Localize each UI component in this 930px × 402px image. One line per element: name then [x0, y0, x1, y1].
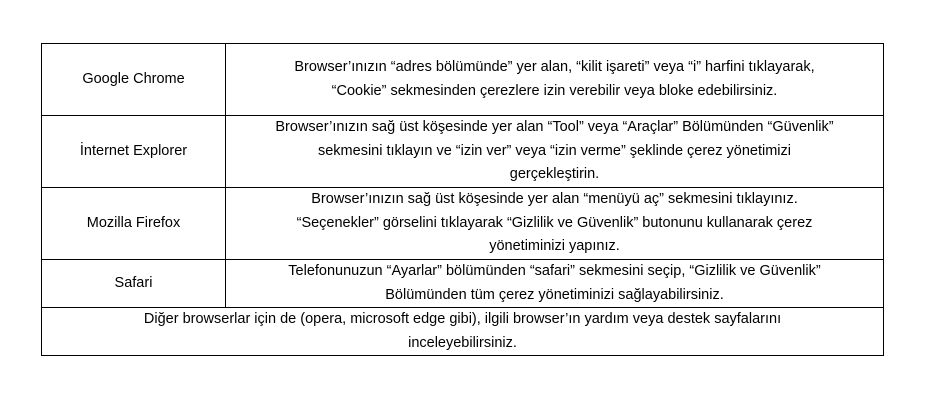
table-row-footer-note	[42, 308, 884, 356]
browser-name-cell	[42, 44, 226, 116]
browser-instructions: Browser’ınızın “adres bölümünde” yer alan, “kilit işareti” veya “i” harfini tıklayarak, “Cookie” sekmesinden çerezlere izin verebilir veya bloke edebilirsiniz.	[294, 59, 815, 99]
browser-instructions: Browser’ınızın sağ üst köşesinde yer alan “menüyü aç” sekmesini tıklayınız. “Seçenekler” görselini tıklayarak “Gizlilik ve Güvenlik” butonunu kullanarak çerez yönetiminizi yapınız.	[296, 191, 813, 255]
cookie-settings-table	[41, 43, 884, 356]
browser-name-cell	[42, 260, 226, 308]
browser-name: Google Chrome	[82, 70, 185, 87]
browser-name: Safari	[114, 274, 153, 291]
table-row-safari	[42, 260, 884, 308]
table-row-mozilla-firefox	[42, 188, 884, 260]
browser-instructions-cell	[226, 188, 884, 260]
table-row-google-chrome	[42, 44, 884, 116]
browser-name: Mozilla Firefox	[86, 214, 181, 231]
browser-instructions-cell	[226, 260, 884, 308]
browser-instructions-cell	[226, 44, 884, 116]
browser-instructions: Telefonunuzun “Ayarlar” bölümünden “safari” sekmesini seçip, “Gizlilik ve Güvenlik” Bölümünden tüm çerez yönetiminizi sağlayabilirsiniz.	[288, 263, 821, 303]
footer-note: Diğer browserlar için de (opera, microsoft edge gibi), ilgili browser’ın yardım veya destek sayfalarını inceleyebilirsiniz.	[143, 311, 782, 351]
browser-name: İnternet Explorer	[79, 142, 188, 159]
browser-instructions-cell	[226, 116, 884, 188]
footer-note-cell	[42, 308, 884, 356]
browser-name-cell	[42, 116, 226, 188]
browser-name-cell	[42, 188, 226, 260]
browser-instructions: Browser’ınızın sağ üst köşesinde yer alan “Tool” veya “Araçlar” Bölümünden “Güvenlik” sekmesini tıklayın ve “izin ver” veya “izin verme” şeklinde çerez yönetimizi gerçekleştirin.	[275, 119, 834, 183]
table-row-internet-explorer	[42, 116, 884, 188]
